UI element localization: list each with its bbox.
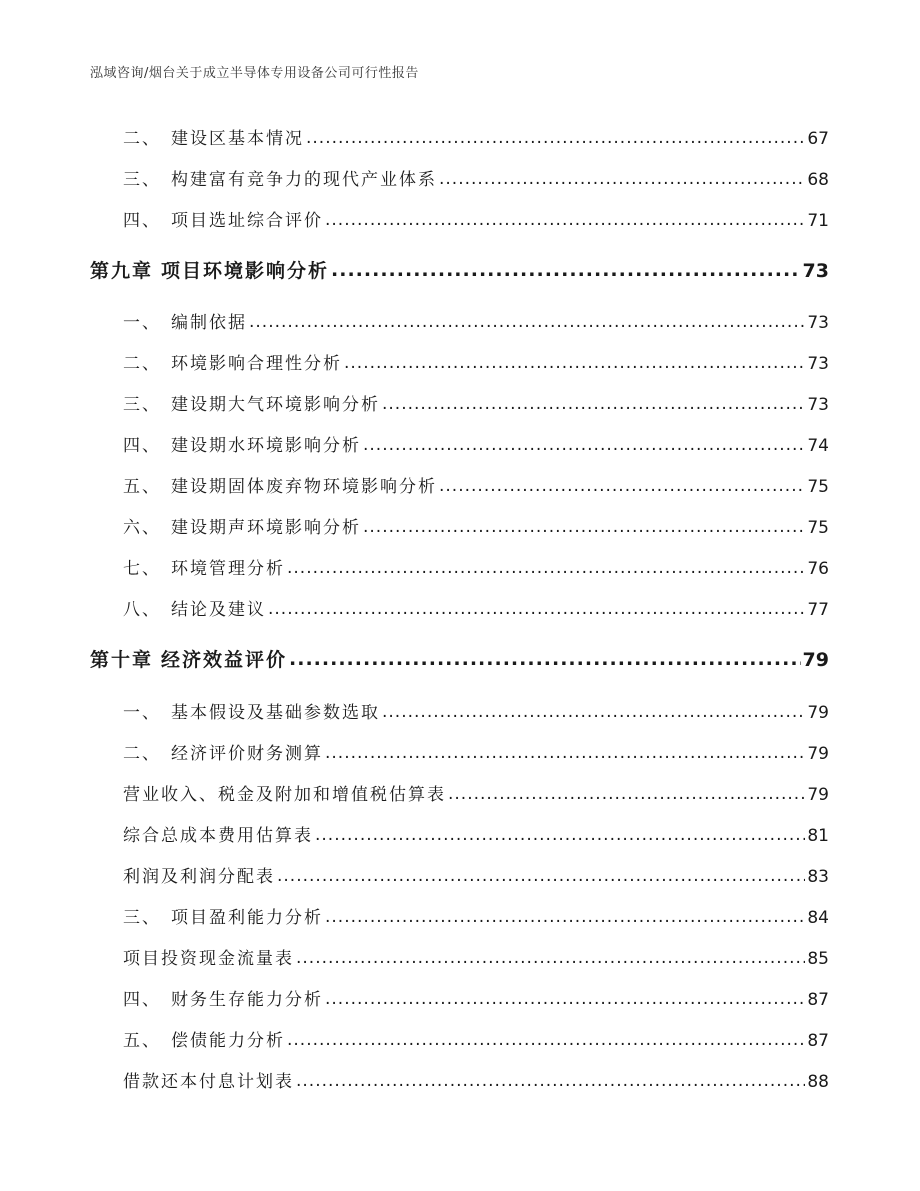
- toc-entry-title: 利润及利润分配表: [123, 867, 275, 887]
- toc-entry[interactable]: [123, 554, 829, 579]
- dot-leader: [363, 435, 805, 455]
- chapter-page: 73: [802, 260, 829, 282]
- toc-entry-number: 三、: [123, 395, 161, 415]
- toc-entry-page: 87: [807, 990, 829, 1010]
- toc-entry-page: 75: [807, 518, 829, 538]
- chapter-label: 第十章: [90, 649, 154, 671]
- toc-table-entry[interactable]: [123, 780, 829, 805]
- toc-entry[interactable]: [123, 349, 829, 374]
- toc-table-entry[interactable]: [123, 1067, 829, 1092]
- toc-entry-page: 79: [807, 744, 829, 764]
- toc-entry-number: 一、: [123, 313, 161, 333]
- toc-entry-number: 四、: [123, 211, 161, 231]
- toc-entry-number: 三、: [123, 170, 161, 190]
- toc-entry[interactable]: [123, 390, 829, 415]
- toc-entry-page: 76: [807, 559, 829, 579]
- toc-table-entry[interactable]: [123, 862, 829, 887]
- dot-leader: [448, 784, 805, 804]
- toc-entry-number: 二、: [123, 744, 161, 764]
- toc-chapter-9[interactable]: [90, 256, 829, 283]
- toc-entry[interactable]: [123, 206, 829, 231]
- toc-entry[interactable]: [123, 165, 829, 190]
- dot-leader: [296, 1071, 805, 1091]
- toc-entry[interactable]: [123, 903, 829, 928]
- toc-entry-number: 六、: [123, 518, 161, 538]
- toc-table-entry[interactable]: [123, 821, 829, 846]
- toc-entry-title: 综合总成本费用估算表: [123, 826, 313, 846]
- toc-entry-title: 经济评价财务测算: [171, 744, 323, 764]
- toc-entry[interactable]: [123, 985, 829, 1010]
- dot-leader: [325, 989, 805, 1009]
- toc-entry-page: 88: [807, 1072, 829, 1092]
- dot-leader: [315, 825, 805, 845]
- toc-entry[interactable]: [123, 739, 829, 764]
- toc-entry[interactable]: [123, 513, 829, 538]
- toc-entry-title: 建设期声环境影响分析: [171, 518, 361, 538]
- toc-entry-title: 建设期大气环境影响分析: [171, 395, 380, 415]
- chapter-title: 项目环境影响分析: [161, 260, 330, 282]
- toc-entry-page: 73: [807, 313, 829, 333]
- toc-entry-title: 建设期水环境影响分析: [171, 436, 361, 456]
- dot-leader: [289, 648, 801, 670]
- toc-entry-title: 偿债能力分析: [171, 1031, 285, 1051]
- toc-entry-title: 结论及建议: [171, 600, 266, 620]
- dot-leader: [287, 1030, 805, 1050]
- toc-entry-number: 七、: [123, 559, 161, 579]
- dot-leader: [363, 517, 805, 537]
- toc-entry-page: 75: [807, 477, 829, 497]
- toc-entry-title: 财务生存能力分析: [171, 990, 323, 1010]
- toc-entry-page: 73: [807, 354, 829, 374]
- toc-entry-number: 一、: [123, 703, 161, 723]
- toc-entry-title: 建设期固体废弃物环境影响分析: [171, 477, 437, 497]
- toc-entry-page: 79: [807, 703, 829, 723]
- toc-entry-title: 基本假设及基础参数选取: [171, 703, 380, 723]
- toc-entry[interactable]: [123, 472, 829, 497]
- toc-entry-page: 85: [807, 949, 829, 969]
- toc-entry[interactable]: [123, 595, 829, 620]
- toc-entry[interactable]: [123, 431, 829, 456]
- toc-entry-page: 79: [807, 785, 829, 805]
- toc-entry-number: 四、: [123, 436, 161, 456]
- toc-entry-title: 构建富有竞争力的现代产业体系: [171, 170, 437, 190]
- toc-chapter-10[interactable]: [90, 645, 829, 672]
- toc-entry-title: 环境管理分析: [171, 559, 285, 579]
- running-header: 泓域咨询/烟台关于成立半导体专用设备公司可行性报告: [90, 66, 419, 81]
- dot-leader: [306, 128, 805, 148]
- dot-leader: [296, 948, 805, 968]
- toc-entry-page: 73: [807, 395, 829, 415]
- toc-entry-title: 项目投资现金流量表: [123, 949, 294, 969]
- toc-entry-page: 81: [807, 826, 829, 846]
- toc-entry-page: 68: [807, 170, 829, 190]
- toc-entry-number: 八、: [123, 600, 161, 620]
- toc-entry-page: 71: [807, 211, 829, 231]
- toc-entry-title: 建设区基本情况: [171, 129, 304, 149]
- toc-entry[interactable]: [123, 1026, 829, 1051]
- dot-leader: [344, 353, 805, 373]
- toc-entry-number: 四、: [123, 990, 161, 1010]
- dot-leader: [325, 743, 805, 763]
- dot-leader: [268, 599, 805, 619]
- dot-leader: [439, 476, 805, 496]
- toc-entry-title: 营业收入、税金及附加和增值税估算表: [123, 785, 446, 805]
- toc-entry-page: 83: [807, 867, 829, 887]
- dot-leader: [249, 312, 805, 332]
- dot-leader: [382, 702, 805, 722]
- toc-entry-title: 项目盈利能力分析: [171, 908, 323, 928]
- chapter-label: 第九章: [90, 260, 154, 282]
- toc-entry-page: 74: [807, 436, 829, 456]
- dot-leader: [382, 394, 805, 414]
- dot-leader: [331, 259, 801, 281]
- toc-entry-title: 项目选址综合评价: [171, 211, 323, 231]
- chapter-title: 经济效益评价: [161, 649, 288, 671]
- toc-entry-number: 五、: [123, 477, 161, 497]
- toc-entry[interactable]: [123, 308, 829, 333]
- toc-entry-title: 编制依据: [171, 313, 247, 333]
- toc-entry-number: 二、: [123, 129, 161, 149]
- toc-table-entry[interactable]: [123, 944, 829, 969]
- toc-entry-title: 环境影响合理性分析: [171, 354, 342, 374]
- toc-entry-number: 二、: [123, 354, 161, 374]
- toc-entry[interactable]: [123, 698, 829, 723]
- dot-leader: [325, 210, 805, 230]
- toc-entry-page: 77: [807, 600, 829, 620]
- toc-entry-title: 借款还本付息计划表: [123, 1072, 294, 1092]
- chapter-page: 79: [802, 649, 829, 671]
- dot-leader: [439, 169, 805, 189]
- toc-entry-number: 三、: [123, 908, 161, 928]
- toc-entry-page: 67: [807, 129, 829, 149]
- toc-entry-page: 84: [807, 908, 829, 928]
- dot-leader: [277, 866, 805, 886]
- toc-entry-page: 87: [807, 1031, 829, 1051]
- dot-leader: [325, 907, 805, 927]
- toc-entry[interactable]: [123, 124, 829, 149]
- toc-entry-number: 五、: [123, 1031, 161, 1051]
- dot-leader: [287, 558, 805, 578]
